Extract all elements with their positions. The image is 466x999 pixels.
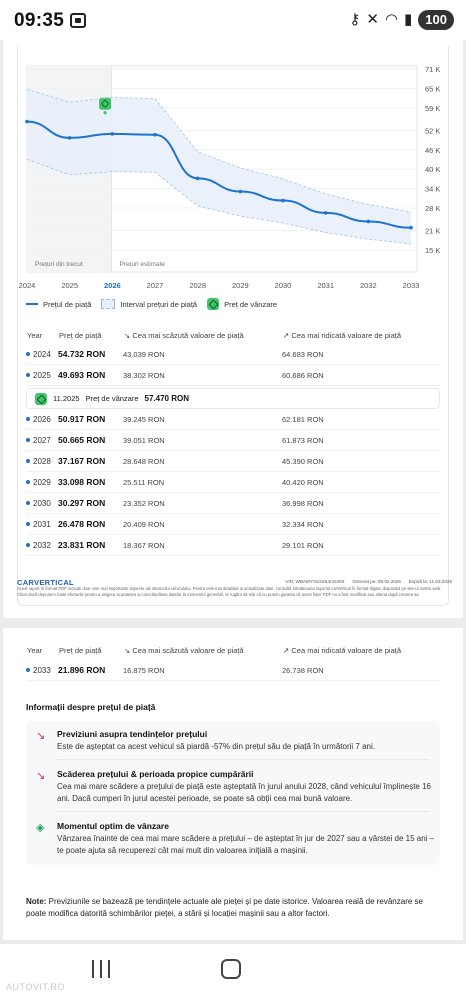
row-year: 2026 — [33, 415, 51, 424]
price-tag-icon: ◈ — [36, 822, 45, 834]
row-year: 2033 — [33, 666, 51, 675]
row-year: 2031 — [33, 520, 51, 529]
row-high: 62.181 RON — [282, 415, 324, 424]
legend-item-interval — [101, 299, 197, 309]
row-low: 39.051 RON — [123, 436, 165, 445]
table-row — [26, 493, 440, 514]
market-price-point — [367, 220, 371, 224]
battery-badge: 100 — [418, 10, 454, 30]
row-low: 18.367 RON — [123, 541, 165, 550]
row-price: 50.917 RON — [58, 414, 106, 424]
x-tick-label: 2024 — [18, 281, 36, 290]
carvertical-logo: CARVERTICAL — [17, 578, 74, 587]
y-tick-label: 28 K — [425, 203, 441, 213]
series-dot — [26, 668, 30, 672]
table-row — [26, 660, 440, 681]
note — [26, 896, 440, 920]
series-dot — [26, 417, 30, 421]
row-price: 26.478 RON — [58, 519, 106, 529]
info-text: Este de așteptat ca acest vehicul să piardă -57% din prețul său de piață în următorii 7 ani. — [57, 742, 375, 751]
series-dot — [26, 373, 30, 377]
row-high: 40.420 RON — [282, 478, 324, 487]
sale-price: 57.470 RON — [144, 394, 189, 403]
y-tick-label: 34 K — [425, 184, 441, 194]
x-tick-label: 2027 — [146, 281, 164, 290]
row-high: 64.683 RON — [282, 350, 324, 359]
row-price: 37.167 RON — [58, 456, 106, 466]
row-price: 33.098 RON — [58, 477, 106, 487]
series-dot — [26, 543, 30, 547]
y-tick-label: 59 K — [425, 103, 441, 113]
legend-item-market-price — [26, 300, 91, 309]
th-high-label: Cea mai ridicată valoare de piață — [291, 331, 402, 340]
row-high: 36.998 RON — [282, 499, 324, 508]
th-low-label: Cea mai scăzută valoare de piață — [132, 646, 244, 655]
trend-down-icon: ↘ — [36, 770, 46, 782]
market-price-point — [324, 211, 328, 215]
row-low: 23.352 RON — [123, 499, 165, 508]
note-label: Note: — [26, 897, 47, 906]
row-year: 2024 — [33, 350, 51, 359]
row-low: 20.409 RON — [123, 520, 165, 529]
th-high: ↗ Cea mai ridicată valoare de piață — [283, 331, 402, 340]
table-row — [26, 451, 440, 472]
th-price: Preț de piață — [59, 646, 102, 655]
row-low: 28.648 RON — [123, 457, 165, 466]
row-low: 38.302 RON — [123, 371, 165, 380]
row-year: 2025 — [33, 371, 51, 380]
legend-item-sale-price — [207, 298, 277, 310]
sale-price-marker — [99, 98, 111, 110]
market-price-point — [153, 133, 157, 137]
table-row — [26, 472, 440, 493]
row-price: 49.693 RON — [58, 370, 106, 380]
row-low: 39.245 RON — [123, 415, 165, 424]
x-tick-label: 2026 — [103, 281, 121, 290]
table-row — [26, 344, 440, 365]
footer-meta — [285, 579, 452, 584]
market-price-point — [239, 190, 243, 194]
row-year: 2032 — [33, 541, 51, 550]
info-heading: Momentul optim de vânzare — [57, 821, 169, 831]
legend-band-swatch — [101, 299, 115, 309]
info-title: Informații despre prețul de piață — [26, 702, 156, 712]
series-dot — [26, 480, 30, 484]
x-tick-label: 2032 — [359, 281, 377, 290]
row-price: 54.732 RON — [58, 349, 106, 359]
market-price-point — [281, 199, 285, 203]
trend-down-icon: ↘ — [36, 730, 46, 742]
y-tick-label: 71 K — [425, 65, 441, 74]
note-text: Previziunile se bazează pe tendințele actuale ale pieței și pe date istorice. Valoarea reală de revânzare se poate modifica datorită schimbărilor pieței, a stării și locației mașinii sau a altor factori. — [26, 897, 423, 918]
x-tick-label: 2030 — [274, 281, 292, 290]
status-time: 09:35 — [14, 10, 65, 31]
table-row — [26, 430, 440, 451]
th-low-label: Cea mai scăzută valoare de piață — [132, 331, 244, 340]
row-price: 30.297 RON — [58, 498, 106, 508]
th-year: Year — [27, 646, 43, 655]
sale-price-row — [26, 388, 440, 409]
y-tick-label: 21 K — [425, 226, 441, 236]
info-text: Cea mai mare scădere a prețului de piață este așteptată în jurul anului 2028, când vehiculul împlinește 16 ani. Dacă cumperi în jurul acestei perioade, se poate să obții cea mai bună valoare. — [57, 782, 432, 803]
x-tick-label: 2028 — [189, 281, 207, 290]
row-high: 26.738 RON — [282, 666, 324, 675]
home-button[interactable] — [221, 959, 241, 979]
series-dot — [26, 438, 30, 442]
market-price-point — [409, 226, 413, 230]
series-dot — [26, 352, 30, 356]
legend-label-interval: Interval prețuri de piață — [120, 299, 198, 309]
info-divider — [57, 811, 430, 812]
mute-icon: ✕ — [366, 11, 379, 28]
th-low: ↘ Cea mai scăzută valoare de piață — [124, 331, 244, 340]
x-tick-label: 2033 — [402, 281, 420, 290]
series-dot — [26, 522, 30, 526]
row-price: 23.831 RON — [58, 540, 106, 550]
y-tick-label: 65 K — [425, 84, 441, 94]
table-row — [26, 409, 440, 430]
sale-date: 11.2025 — [53, 394, 80, 403]
th-price: Preț de piață — [59, 331, 102, 340]
signal-icon: ▮ — [404, 11, 413, 28]
row-low: 43.039 RON — [123, 350, 165, 359]
chart-legend — [26, 298, 277, 310]
row-high: 60.686 RON — [282, 371, 324, 380]
row-low: 16.875 RON — [123, 666, 165, 675]
y-tick-label: 46 K — [425, 145, 441, 155]
footer-disclaimer: Acest raport în format PDF include doar cele mai importante aspecte ale istoricului vehiculului. Pentru cele mai detaliate și actualizate date, consultă întotdeauna raportul carVertical în format digital, disponibil pe site-ul nostru web. Chiar dacă depunem toate eforturile pentru a asigura acuratețea și corectitudinea datelor la momentul generării, te rugăm să reții că nu putem garanta că acest fișier PDF nu a fost modificat sau alterat după crearea sa. — [17, 586, 442, 597]
info-box — [26, 721, 440, 865]
row-price: 21.896 RON — [58, 665, 106, 675]
market-price-point — [68, 136, 72, 140]
row-high: 29.101 RON — [282, 541, 324, 550]
y-tick-label: 40 K — [425, 165, 441, 175]
price-tag-icon — [207, 298, 219, 310]
back-button[interactable] — [350, 955, 374, 983]
series-dot — [26, 459, 30, 463]
legend-label-market-price: Prețul de piață — [43, 299, 92, 309]
row-year: 2027 — [33, 436, 51, 445]
key-icon: ⚷ — [349, 11, 361, 28]
row-year: 2029 — [33, 478, 51, 487]
market-price-chart — [0, 0, 466, 300]
legend-line-swatch — [26, 303, 38, 305]
row-high: 61.873 RON — [282, 436, 324, 445]
x-tick-label: 2031 — [317, 281, 335, 290]
th-high-label: Cea mai ridicată valoare de piață — [291, 646, 402, 655]
row-price: 50.665 RON — [58, 435, 106, 445]
legend-label-sale-price: Preț de vânzare — [224, 299, 278, 309]
row-low: 25.511 RON — [123, 478, 165, 487]
y-tick-label: 52 K — [425, 126, 441, 136]
info-divider — [57, 759, 430, 760]
sale-label: Preț de vânzare — [85, 394, 139, 403]
table-row — [26, 365, 440, 386]
th-high: ↗ Cea mai ridicată valoare de piață — [283, 646, 402, 655]
x-tick-label: 2029 — [231, 281, 249, 290]
th-low: ↘ Cea mai scăzută valoare de piață — [124, 646, 244, 655]
info-heading: Scăderea prețului & perioada propice cumpărării — [57, 769, 254, 779]
x-tick-label: 2025 — [61, 281, 79, 290]
table-row — [26, 535, 440, 556]
market-price-point — [25, 120, 29, 124]
footer-generated: Generat pe: 09.02.2026 — [352, 579, 401, 584]
market-price-point — [111, 132, 115, 136]
series-dot — [26, 501, 30, 505]
info-heading: Previziuni asupra tendințelor prețului — [57, 729, 208, 739]
recent-apps-button[interactable] — [92, 960, 110, 978]
info-text: Vânzarea înainte de cea mai mare scădere a prețului – de așteptat în jur de 2027 sau a vârstei de 15 ani – te poate ajuta să recuperezi cât mai mult din valoarea inițială a mașinii. — [57, 834, 435, 855]
row-high: 32.334 RON — [282, 520, 324, 529]
watermark: AUTOVIT.RO — [6, 982, 65, 992]
region-label-estimated: Prețuri estimate — [119, 261, 166, 268]
price-tag-icon — [35, 393, 47, 405]
footer-expires: Expiră la: 11.03.2026 — [408, 579, 452, 584]
y-tick-label: 15 K — [425, 246, 441, 255]
th-year: Year — [27, 331, 43, 340]
footer-vin: VIN: WBAWY31010LE15493 — [285, 579, 345, 584]
sale-price-point — [103, 111, 106, 114]
region-label-past: Prețuri din trecut — [35, 261, 83, 268]
row-year: 2028 — [33, 457, 51, 466]
row-high: 45.390 RON — [282, 457, 324, 466]
row-year: 2030 — [33, 499, 51, 508]
market-price-point — [196, 177, 200, 181]
wifi-icon: ◠ — [384, 11, 399, 28]
table-row — [26, 514, 440, 535]
